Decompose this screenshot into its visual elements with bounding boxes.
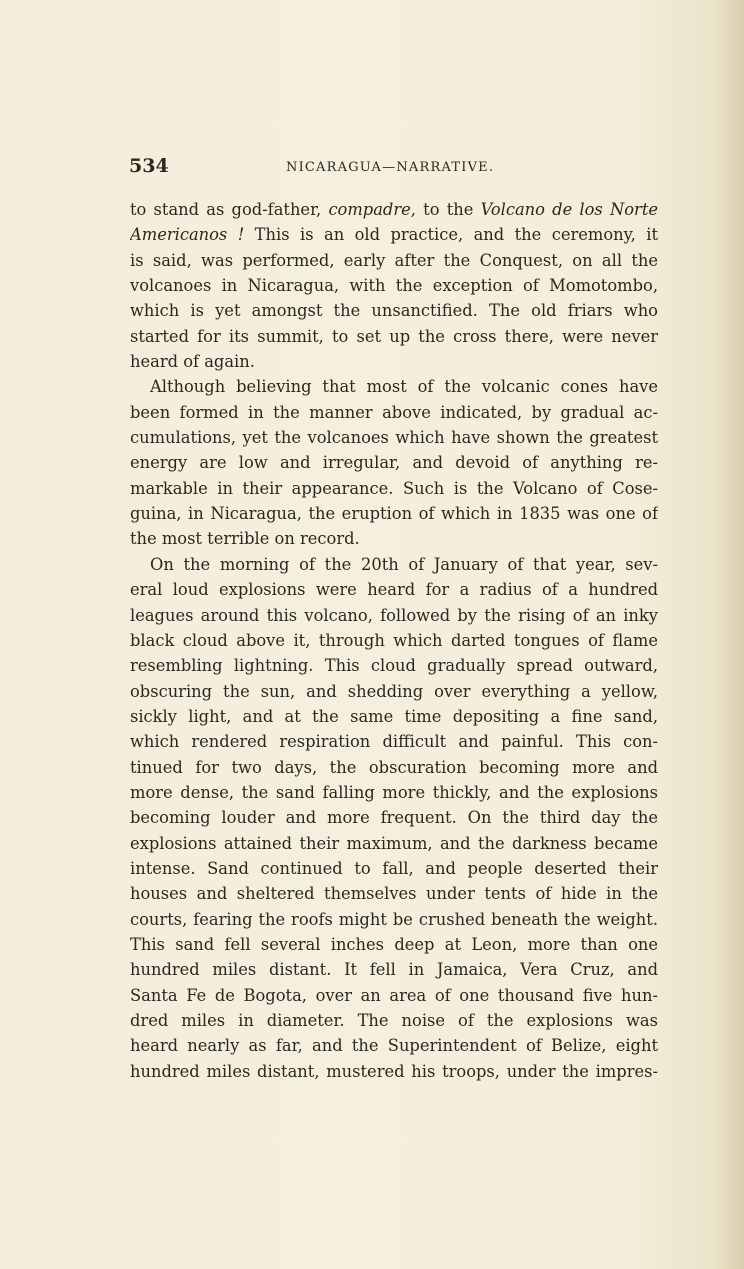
text-run: more dense, the sand falling more thickly, and the explosions bbox=[130, 782, 658, 802]
text-run: is said, was performed, early after the Conquest, on all the bbox=[130, 250, 658, 270]
text-line bbox=[130, 729, 658, 754]
text-line bbox=[130, 298, 658, 323]
text-run: On the morning of the 20th of January of that year, sev- bbox=[150, 554, 658, 574]
text-run: the most terrible on record. bbox=[130, 529, 360, 549]
text-run: eral loud explosions were heard for a radius of a hundred bbox=[130, 580, 658, 600]
text-run: Santa Fe de Bogota, over an area of one thousand five hun- bbox=[130, 985, 658, 1005]
text-line bbox=[130, 577, 658, 602]
text-line bbox=[130, 932, 658, 957]
text-line bbox=[130, 425, 658, 450]
text-line bbox=[130, 526, 658, 551]
text-line bbox=[130, 324, 658, 349]
text-line bbox=[130, 957, 658, 982]
text-run: becoming louder and more frequent. On the third day the bbox=[130, 808, 658, 828]
text-run: courts, fearing the roofs might be crushed beneath the weight. bbox=[130, 909, 658, 929]
text-line bbox=[130, 273, 658, 298]
text-line bbox=[130, 679, 658, 704]
text-run: houses and sheltered themselves under tents of hide in the bbox=[130, 884, 658, 904]
text-line bbox=[130, 349, 658, 374]
text-run: heard of again. bbox=[130, 352, 255, 372]
text-line bbox=[130, 856, 658, 881]
text-line bbox=[130, 780, 658, 805]
text-run: which is yet amongst the unsanctified. The old friars who bbox=[130, 301, 658, 321]
text-run: markable in their appearance. Such is the Volcano of Cose- bbox=[130, 478, 658, 498]
text-run: tinued for two days, the obscuration becoming more and bbox=[130, 757, 658, 777]
text-run: obscuring the sun, and shedding over everything a yellow, bbox=[130, 681, 658, 701]
text-line bbox=[130, 248, 658, 273]
text-run: volcanoes in Nicaragua, with the exception of Momotombo, bbox=[130, 276, 658, 296]
italic-text: Americanos ! bbox=[130, 225, 245, 245]
text-line bbox=[130, 653, 658, 678]
text-run: resembling lightning. This cloud gradually spread outward, bbox=[130, 656, 658, 676]
page-number: 534 bbox=[129, 155, 169, 177]
text-run: heard nearly as far, and the Superintendent of Belize, eight bbox=[130, 1036, 658, 1056]
text-run: , to the bbox=[410, 200, 481, 219]
text-run: to stand as god-father, bbox=[130, 200, 329, 219]
text-line bbox=[130, 222, 658, 247]
italic-text: compadre bbox=[328, 200, 411, 219]
running-head: NICARAGUA—NARRATIVE. bbox=[286, 160, 495, 175]
text-run: This is an old practice, and the ceremony, it bbox=[244, 225, 658, 245]
body-text bbox=[130, 197, 658, 1084]
text-line bbox=[130, 831, 658, 856]
text-run: black cloud above it, through which darted tongues of flame bbox=[130, 630, 658, 650]
text-run: guina, in Nicaragua, the eruption of which in 1835 was one of bbox=[130, 504, 658, 524]
text-line bbox=[130, 907, 658, 932]
italic-text: Volcano de los Norte bbox=[480, 200, 658, 219]
text-run: sickly light, and at the same time depositing a fine sand, bbox=[130, 706, 658, 726]
text-line bbox=[130, 1033, 658, 1058]
text-run: hundred miles distant, mustered his troops, under the impres- bbox=[130, 1061, 658, 1081]
text-line bbox=[130, 603, 658, 628]
text-line bbox=[130, 1008, 658, 1033]
text-run: Although believing that most of the volcanic cones have bbox=[150, 377, 658, 397]
text-line bbox=[130, 805, 658, 830]
text-run: leagues around this volcano, followed by the rising of an inky bbox=[130, 605, 658, 625]
text-line bbox=[130, 1059, 658, 1084]
text-line bbox=[130, 983, 658, 1008]
text-run: energy are low and irregular, and devoid of anything re- bbox=[130, 453, 658, 473]
text-run: explosions attained their maximum, and the darkness became bbox=[130, 833, 658, 853]
text-line bbox=[130, 450, 658, 475]
text-line bbox=[130, 552, 658, 577]
text-line bbox=[130, 755, 658, 780]
text-line bbox=[130, 374, 658, 399]
text-run: cumulations, yet the volcanoes which have shown the greatest bbox=[130, 428, 658, 448]
text-run: hundred miles distant. It fell in Jamaica, Vera Cruz, and bbox=[130, 960, 658, 980]
text-line bbox=[130, 881, 658, 906]
text-line bbox=[130, 501, 658, 526]
text-line bbox=[130, 476, 658, 501]
text-run: intense. Sand continued to fall, and people deserted their bbox=[130, 858, 658, 878]
text-run: which rendered respiration difficult and painful. This con- bbox=[130, 732, 658, 752]
text-line bbox=[130, 400, 658, 425]
text-line bbox=[130, 197, 658, 222]
page-header bbox=[129, 155, 659, 183]
text-run: This sand fell several inches deep at Leon, more than one bbox=[130, 934, 658, 954]
text-run: been formed in the manner above indicated, by gradual ac- bbox=[130, 402, 658, 422]
text-run: started for its summit, to set up the cross there, were never bbox=[130, 326, 658, 346]
text-line bbox=[130, 628, 658, 653]
text-line bbox=[130, 704, 658, 729]
text-run: dred miles in diameter. The noise of the explosions was bbox=[130, 1011, 658, 1030]
